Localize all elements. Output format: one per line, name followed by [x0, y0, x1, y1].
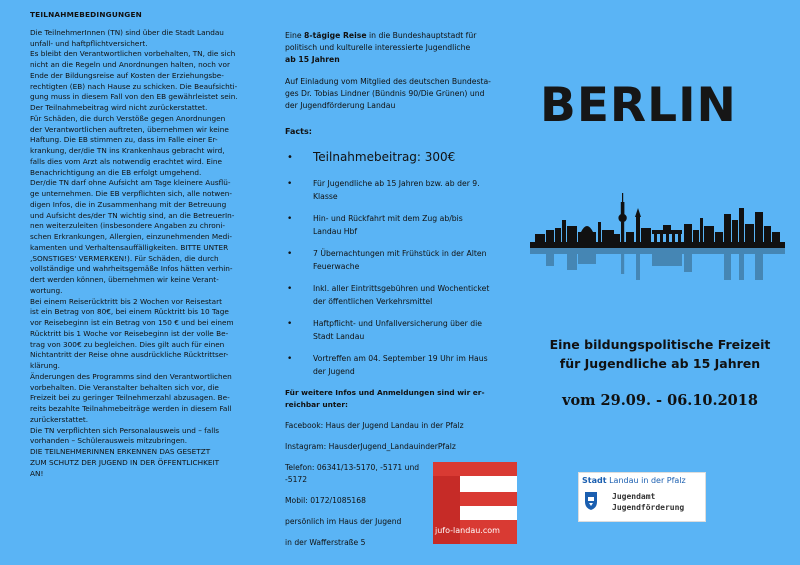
logo-bar: [433, 462, 517, 476]
phone-contact: Telefon: 06341/13-5170, -5171 und -5172: [285, 463, 420, 484]
fact-item: • Haftpflicht- und Unfallversicherung über die Stadt Landau: [285, 318, 525, 343]
cover-subtitle: Eine bildungspolitische Freizeit für Jugendliche ab 15 Jahren: [549, 337, 771, 371]
address-contact: in der Wafferstraße 5: [285, 538, 366, 547]
intro-pre: Eine: [285, 31, 305, 40]
contact-block: [285, 420, 464, 558]
fact-item: • Inkl. aller Eintrittsgebühren und Wochenticket der öffentlichen Verkehrsmittel: [285, 283, 525, 308]
instagram-contact: Instagram: HausderJugend_LandauinderPfalz: [285, 442, 456, 451]
logo-bar: [460, 492, 517, 506]
city-rest: Landau in der Pfalz: [606, 476, 686, 485]
city-name: [582, 476, 686, 485]
fact-item: • Hin- und Rückfahrt mit dem Zug ab/bis Landau Hbf: [285, 213, 525, 238]
facts-list: [285, 150, 525, 378]
terms-column: [30, 10, 266, 479]
city-bold: Stadt: [582, 476, 607, 485]
fact-item: • Vortreffen am 04. September 19 Uhr im Haus der Jugend: [285, 353, 525, 378]
trip-column: [285, 30, 525, 388]
jufo-url: jufo-landau.com: [435, 526, 500, 535]
crest-icon: [584, 491, 598, 511]
contact-heading: Für weitere Infos und Anmeldungen sind wir er- reichbar unter:: [285, 388, 485, 409]
facebook-contact: Facebook: Haus der Jugend Landau in der Pfalz: [285, 421, 464, 430]
dept-youth-office: Jugendamt: [612, 492, 656, 501]
trip-intro: [285, 30, 525, 66]
city-logo: [578, 472, 706, 522]
fact-item: • Für Jugendliche ab 15 Jahren bzw. ab der 9. Klasse: [285, 178, 525, 203]
cover-title: BERLIN: [540, 78, 737, 133]
terms-heading: TEILNAHMEBEDINGUNGEN: [30, 10, 142, 19]
jufo-logo: [433, 462, 517, 544]
fact-item: • 7 Übernachtungen mit Frühstück in der Alten Feuerwache: [285, 248, 525, 273]
in-person-contact: persönlich im Haus der Jugend: [285, 517, 402, 526]
age-line: ab 15 Jahren: [285, 55, 340, 64]
department-names: [612, 491, 684, 513]
invitation-text: Auf Einladung vom Mitglied des deutschen Bundesta- ges Dr. Tobias Lindner (Bündnis 90/Die Grünen) und der Jugendförderung Landau: [285, 77, 491, 110]
intro-bold: 8-tägige Reise: [304, 31, 367, 40]
berlin-skyline-image: [530, 190, 785, 280]
fact-item-price: • Teilnahmebeitrag: 300€: [285, 150, 525, 164]
intro-post: in die Bundeshauptstadt für politisch und kulturelle interessierte Jugendliche: [285, 31, 477, 52]
terms-text: Die TeilnehmerInnen (TN) sind über die Stadt Landau unfall- und haftpflichtversichert. Es bleibt den Verantwortlichen vorbehalten, TN, die sich nicht an die Regeln und Anordnungen halten, noch vor Ende der Bildungsreise auf Kosten der Erziehungsbe- rechtigten (EB) nach Hause zu schicken. Die Beaufsichti- gung muss in diesem Fall von den EB gewährleistet sein. Der Teilnahmebeitrag wird nicht zurückerstattet. Für Schäden, die durch Verstöße gegen Anordnungen der Verantwortlichen auftreten, übernehmen wir keine Haftung. Die EB stimmen zu, dass im Falle einer Er- krankung, der/die TN ins Krankenhaus gebracht wird, falls dies vom Arzt als notwendig erachtet wird. Eine Benachrichtigung an die EB erfolgt umgehend. Der/die TN darf ohne Aufsicht am Tage kleinere Ausflü- ge unternehmen. Die EB verpflichten sich, alle notwen- digen Infos, die in Zusammenhang mit der Betreuung und Aufsicht des/der TN wichtig sind, an die BetreuerIn- nen weiterzuleiten (insbesondere Angaben zu chroni- schen Erkrankungen, Allergien, einzunehmenden Medi- kamenten und Verhaltensauffälligkeiten. BITTE UNTER ‚SONSTIGES' VERMERKEN!). Für Schäden, die durch vollständige und wahrheitsgemäße Infos hätten verhin- dert werden können, übernehmen wir keine Verant- wortung. Bei einem Reiserücktritt bis 2 Wochen vor Reisestart ist ein Betrag von 80€, bei einem Rücktritt bis 10 Tage vor Reisebeginn ist ein Betrag von 150 € und bei einem Rücktritt bis 1 Woche vor Reisebeginn ist der volle Be- trag von 300€ zu begleichen. Dies gilt auch für einen Nichtantritt der Reise ohne ausdrückliche Rücktrittser- klärung. Änderungen des Programms sind den Verantwortlichen vorbehalten. Die Veranstalter behalten sich vor, die Freizeit bei zu geringer Teilnehmerzahl abzusagen. Be- reits bezahlte Teilnahmebeiträge werden in diesem Fall zurückerstattet. Die TN verpflichten sich Personalausweis und – falls vorhanden – Schülerausweis mitzubringen. DIE TEILNEHMERINNEN ERKENNEN DAS GESETZT ZUM SCHUTZ DER JUGEND IN DER ÖFFENTLICHKEIT AN!: [30, 27, 238, 478]
facts-heading: Facts:: [285, 127, 312, 136]
dept-youth-support: Jugendförderung: [612, 503, 685, 512]
mobile-contact: Mobil: 0172/1085168: [285, 496, 366, 505]
trip-dates: vom 29.09. - 06.10.2018: [562, 392, 758, 409]
